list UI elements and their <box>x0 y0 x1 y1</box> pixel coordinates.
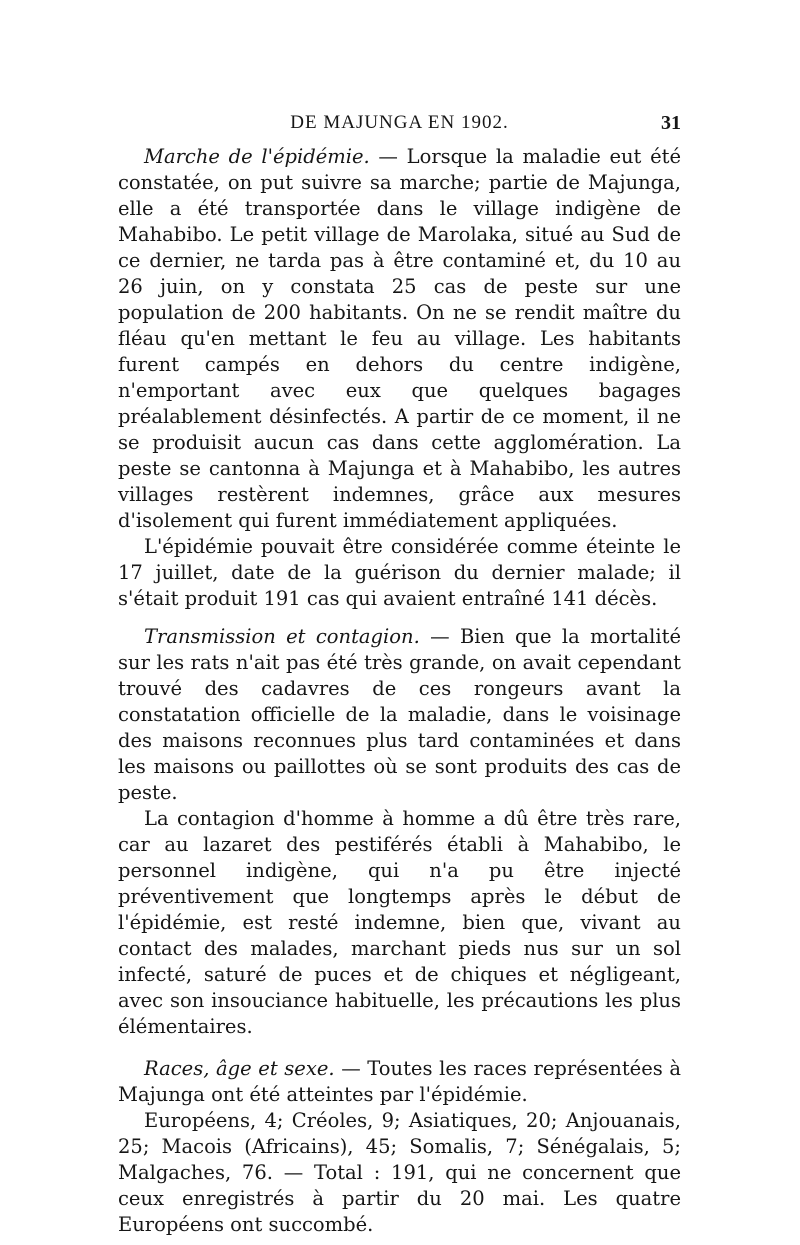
book-page <box>118 108 681 1238</box>
paragraph-transmission <box>118 624 681 806</box>
paragraph-totals <box>118 1108 681 1238</box>
paragraph-text: — Toutes les races représentées à Majunga ont été atteintes par l'épidémie. <box>118 1057 681 1106</box>
running-title: DE MAJUNGA EN 1902. <box>290 112 509 133</box>
paragraph-text: — Lorsque la maladie eut été constatée, on put suivre sa marche; partie de Majunga, elle a été transportée dans le village indigène de Mahabibo. Le petit village de Marolaka, situé au Sud de ce dernier, ne tarda pas à être contaminé et, du 10 au 26 juin, on y constata 25 cas de peste sur une population de 200 habitants. On ne se rendit maître du fléau qu'en mettant le feu au village. Les habitants furent campés en dehors du centre indigène, n'emportant avec eux que quelques bagages préalablement désinfectés. A partir de ce moment, il ne se produisit aucun cas dans cette agglomération. La peste se cantonna à Majunga et à Mahabibo, les autres villages restèrent indemnes, grâce aux mesures d'isolement qui furent immédiatement appliquées. <box>118 145 681 532</box>
paragraph-text: — Bien que la mortalité sur les rats n'ait pas été très grande, on avait cependant trouvé des cadavres de ces rongeurs avant la constatation officielle de la maladie, dans le voisinage des maisons reconnues plus tard contaminées et dans les maisons ou paillottes où se sont produits des cas de peste. <box>118 625 682 804</box>
paragraph-text: La contagion d'homme à homme a dû être très rare, car au lazaret des pestiférés établi à Mahabibo, le personnel indigène, qui n'a pu être injecté préventivement que longtemps après le début de l'épidémie, est resté indemne, bien que, vivant au contact des malades, marchant pieds nus sur un sol infecté, saturé de puces et de chiques et négligeant, avec son insouciance habituelle, les précautions les plus élémentaires. <box>118 807 681 1038</box>
paragraph-epidemie-eteinte <box>118 534 681 612</box>
page-number: 31 <box>661 112 681 134</box>
paragraph-races <box>118 1056 681 1108</box>
paragraph-text: Européens, 4; Créoles, 9; Asiatiques, 20; Anjouanais, 25; Macois (Africains), 45; Somalis, 7; Sénégalais, 5; Malgaches, 76. — Total : 191, qui ne concernent que ceux enregistrés à partir du 20 mai. Les quatre Européens ont succombé. <box>118 1109 681 1236</box>
paragraph-text: L'épidémie pouvait être considérée comme éteinte le 17 juillet, date de la guérison du dernier malade; il s'était produit 191 cas qui avaient entraîné 141 décès. <box>118 535 681 610</box>
section-heading-races: Races, âge et sexe. <box>144 1057 335 1080</box>
section-heading-transmission: Transmission et contagion. <box>144 625 420 648</box>
page-header <box>118 108 681 144</box>
paragraph-contagion <box>118 806 681 1040</box>
paragraph-marche-epidemie <box>118 144 681 534</box>
section-heading-marche: Marche de l'épidémie. <box>144 145 370 168</box>
